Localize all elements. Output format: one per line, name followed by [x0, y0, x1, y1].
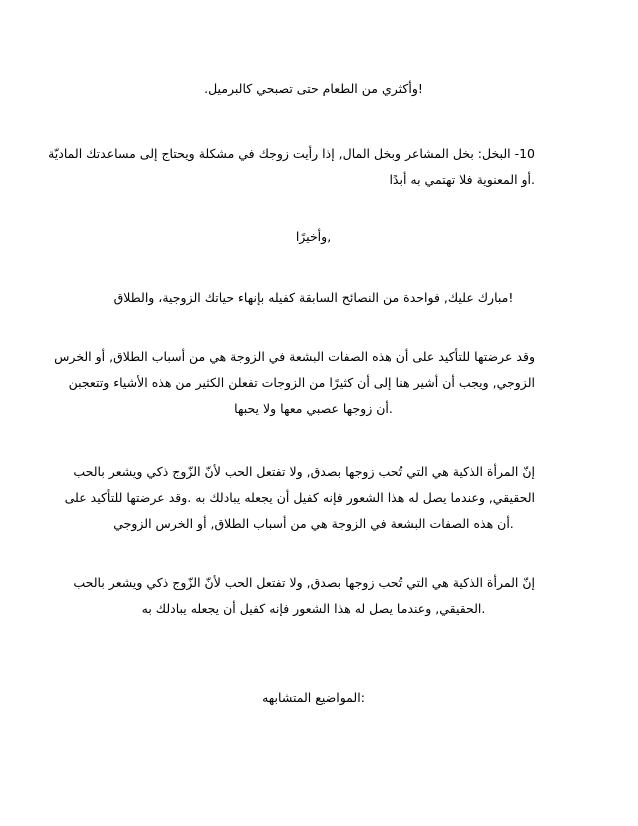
paragraph-line: .أن زوجها عصبي معها ولا يحبها	[234, 401, 393, 416]
paragraph-8	[92, 685, 535, 711]
paragraph-line: إنّ المرأة الذكية هي التي تُحب زوجها بصدق, ولا تفتعل الحب لأنّ الزّوج ذكي ويشعر بالحب	[73, 575, 535, 590]
paragraph-6	[64, 459, 535, 537]
paragraph-2	[48, 141, 535, 193]
paragraph-5	[54, 344, 535, 422]
paragraph-4	[92, 285, 535, 311]
paragraph-line: الزوجي, ويجب أن أشير هنا إلى أن كثيرًا من الزوجات تفعلن الكثير من هذه الأشياء وتتعجبن	[68, 375, 535, 390]
paragraph-line: !وأكثري من الطعام حتى تصبحي كالبرميل.	[204, 81, 423, 96]
paragraph-3	[92, 224, 535, 250]
paragraph-7	[73, 570, 535, 622]
paragraph-line: إنّ المرأة الذكية هي التي تُحب زوجها بصدق, ولا تفتعل الحب لأنّ الزّوج ذكي ويشعر بالحب	[73, 464, 535, 479]
paragraph-line: .أن هذه الصفات البشعة في الزوجة هي من أسباب الطلاق, أو الخرس الزوجي	[113, 516, 514, 531]
paragraph-line: !مبارك عليك, فواحدة من النصائح السابقة كفيله بإنهاء حياتك الزوجية، والطلاق	[113, 290, 514, 305]
paragraph-line: 10- البخل: بخل المشاعر وبخل المال, إذا رأيت زوجك في مشكلة ويحتاج إلى مساعدتك الماديّة	[48, 146, 535, 161]
paragraph-line: :المواضيع المتشابهه	[262, 690, 365, 705]
paragraph-line: وقد عرضتها للتأكيد على أن هذه الصفات البشعة في الزوجة هي من أسباب الطلاق, أو الخرس	[54, 349, 535, 364]
paragraph-line: الحقيقي, وعندما يصل له هذا الشعور فإنه كفيل أن يجعله يبادلك به .وقد عرضتها للتأكيد على	[64, 490, 535, 505]
paragraph-line: ,وأخيرًا	[295, 229, 332, 244]
paragraph-line: .أو المعنوية فلا تهتمي به أبدًا	[389, 172, 535, 187]
paragraph-1	[92, 76, 535, 102]
paragraph-line: .الحقيقي, وعندما يصل له هذا الشعور فإنه كفيل أن يجعله يبادلك به	[141, 601, 486, 616]
